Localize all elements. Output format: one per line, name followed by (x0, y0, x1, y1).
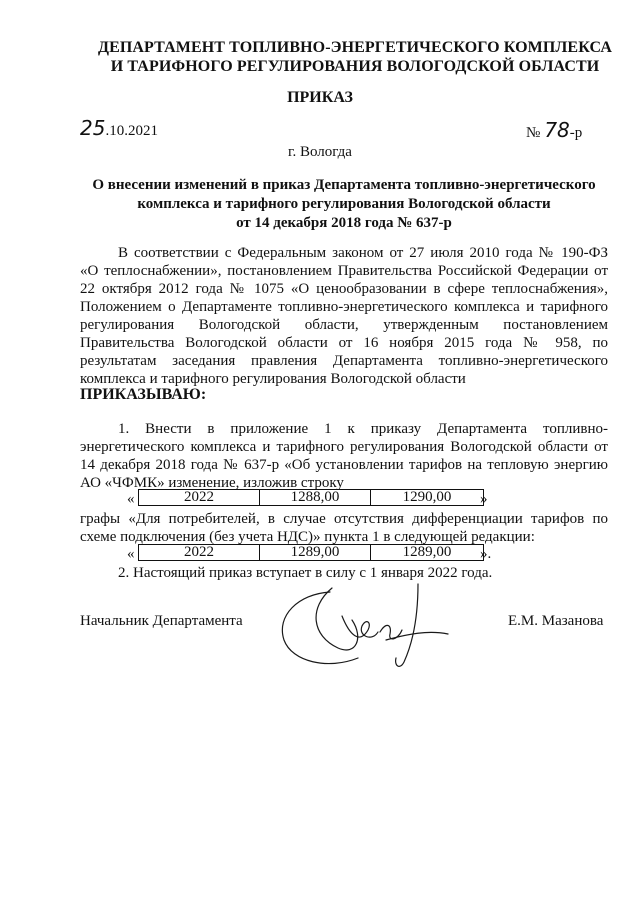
row-old-open-quote: « (127, 491, 135, 507)
tariff-value-1: 1289,00 (260, 545, 371, 561)
handwritten-signature (268, 578, 468, 678)
item2: 2. Настоящий приказ вступает в силу с 1 января 2022 года. (118, 565, 493, 581)
signature-name: Е.М. Мазанова (508, 613, 604, 629)
preamble-line: «О теплоснабжении», постановлением Правительства Российской Федерации от (80, 263, 608, 279)
middle-line: схеме подключения (без учета НДС)» пункта 1 в следующей редакции: (80, 529, 535, 545)
row-new-open-quote: « (127, 546, 135, 562)
department-name-line2: И ТАРИФНОГО РЕГУЛИРОВАНИЯ ВОЛОГОДСКОЙ ОБЛАСТИ (110, 58, 600, 75)
row-new-close-quote: ». (480, 546, 492, 562)
subject-line1: О внесении изменений в приказ Департамента топливно-энергетического (92, 177, 596, 193)
order-title: ПРИКАЗ (287, 89, 353, 106)
order-date: 25.10.2021 (80, 116, 158, 140)
preamble-line: В соответствии с Федеральным законом от 27 июля 2010 года № 190-ФЗ (118, 245, 608, 261)
handwritten-day: 25 (80, 116, 106, 140)
tariff-value-1: 1288,00 (260, 490, 371, 506)
tariff-year: 2022 (139, 490, 260, 506)
middle-line: графы «Для потребителей, в случае отсутствия дифференциации тарифов по (80, 511, 608, 527)
handwritten-number: 78 (544, 118, 570, 142)
tariff-value-2: 1289,00 (371, 545, 484, 561)
tariff-row-old (138, 489, 484, 506)
preamble-line: Положением о Департаменте топливно-энергетического комплекса и тарифного (80, 299, 608, 315)
preamble-line: 22 октября 2012 года № 1075 «О ценообразовании в сфере теплоснабжения», (80, 281, 608, 297)
item1-line: 14 декабря 2018 года № 637-р «Об установлении тарифов на тепловую энергию (80, 457, 608, 473)
item1-line: 1. Внести в приложение 1 к приказу Департамента топливно- (118, 421, 608, 437)
preamble-line: Правительства Вологодской области от 16 ноября 2015 года № 958, по (80, 335, 608, 351)
row-old-close-quote: » (480, 491, 488, 507)
subject-line2: комплекса и тарифного регулирования Вологодской области (137, 196, 551, 212)
signature-position: Начальник Департамента (80, 613, 243, 629)
tariff-year: 2022 (139, 545, 260, 561)
preamble-line: регулирования Вологодской области, утвержденным постановлением (80, 317, 608, 333)
city: г. Вологда (288, 144, 352, 160)
tariff-row-new (138, 544, 484, 561)
item1-line: АО «ЧФМК» изменение, изложив строку (80, 475, 344, 491)
department-name-line1: ДЕПАРТАМЕНТ ТОПЛИВНО-ЭНЕРГЕТИЧЕСКОГО КОМПЛЕКСА (97, 39, 613, 56)
preamble-line: результатам заседания правления Департамента топливно-энергетического (80, 353, 608, 369)
subject-line3: от 14 декабря 2018 года № 637-р (236, 215, 452, 231)
order-word: ПРИКАЗЫВАЮ: (80, 386, 207, 403)
order-number: № 78-р (526, 118, 583, 142)
tariff-value-2: 1290,00 (371, 490, 484, 506)
item1-line: энергетического комплекса и тарифного регулирования Вологодской области от (80, 439, 608, 455)
preamble-line: комплекса и тарифного регулирования Вологодской области (80, 371, 466, 387)
